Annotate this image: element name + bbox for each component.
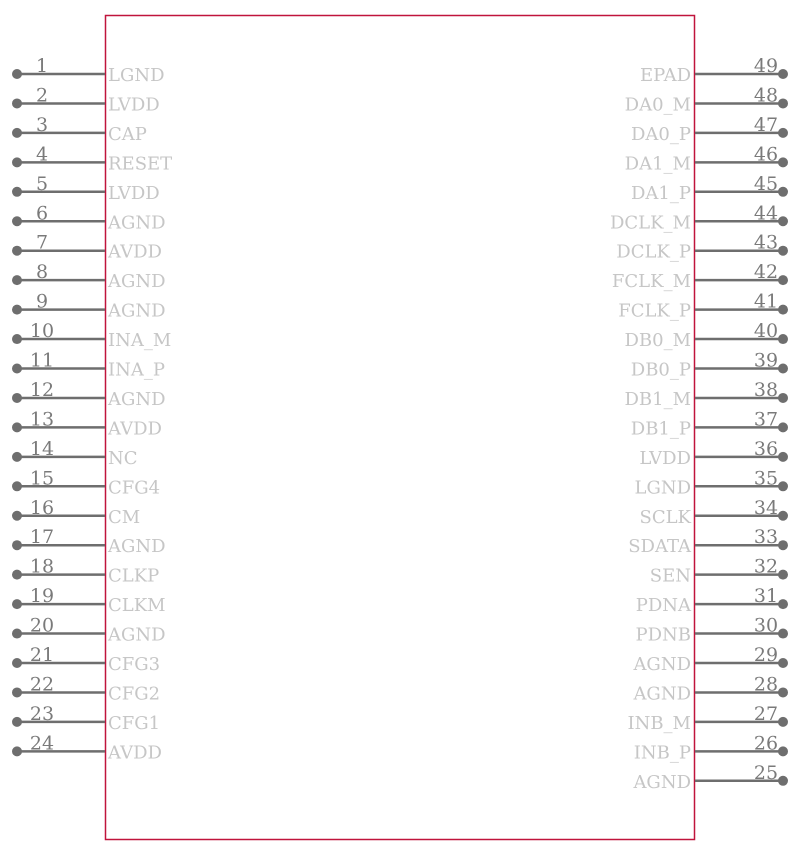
pin-end-dot	[12, 422, 22, 432]
left-pin-20[interactable]	[12, 615, 166, 646]
right-pin-32[interactable]	[650, 556, 788, 587]
pin-number: 17	[29, 526, 55, 549]
right-pin-41[interactable]	[618, 291, 788, 322]
pin-name: AGND	[108, 271, 166, 293]
pin-number: 2	[35, 84, 49, 107]
pin-end-dot	[12, 599, 22, 609]
pin-name: CFG2	[108, 683, 161, 705]
pin-number: 21	[29, 644, 55, 666]
pin-name: AGND	[108, 212, 166, 234]
pin-end-dot	[12, 629, 22, 639]
pin-end-dot	[778, 452, 788, 462]
right-pin-38[interactable]	[624, 379, 788, 410]
pin-name: CM	[108, 506, 141, 528]
pin-name: AVDD	[108, 241, 162, 263]
pin-number: 28	[753, 673, 779, 696]
pin-name: DB0_P	[630, 359, 691, 381]
pin-number: 8	[35, 261, 49, 284]
pin-name: INB_P	[633, 742, 691, 764]
pin-name: AGND	[633, 771, 691, 793]
pin-end-dot	[778, 629, 788, 639]
left-pin-13[interactable]	[12, 408, 162, 439]
pin-end-dot	[12, 187, 22, 197]
pin-name: INB_M	[627, 712, 691, 734]
pin-number: 23	[29, 702, 55, 725]
pin-name: CFG3	[108, 654, 161, 675]
pin-number: 9	[35, 290, 49, 313]
pin-name: CLKM	[108, 595, 166, 617]
left-pin-14[interactable]	[12, 438, 138, 469]
pin-number: 15	[29, 467, 55, 490]
pin-name: DCLK_M	[609, 212, 691, 234]
pin-number: 33	[753, 526, 779, 549]
pin-number: 30	[753, 614, 779, 637]
pin-end-dot	[778, 393, 788, 403]
pin-number: 45	[753, 172, 779, 195]
pin-name: DA0_P	[631, 123, 691, 145]
pin-name: INA_P	[108, 359, 165, 381]
pin-end-dot	[12, 393, 22, 403]
pin-name: AGND	[108, 536, 166, 558]
right-pin-26[interactable]	[634, 732, 788, 763]
pin-number: 46	[753, 143, 779, 166]
pin-end-dot	[12, 364, 22, 374]
pin-number: 48	[753, 84, 779, 107]
pin-name: CAP	[108, 123, 147, 145]
pin-number: 37	[753, 408, 779, 431]
pin-end-dot	[12, 246, 22, 256]
right-pin-45[interactable]	[631, 173, 788, 204]
left-pin-2[interactable]	[12, 84, 160, 115]
pin-number: 6	[35, 202, 49, 225]
right-pin-36[interactable]	[639, 438, 788, 469]
pin-end-dot	[778, 776, 788, 786]
pin-end-dot	[778, 746, 788, 756]
pin-end-dot	[778, 687, 788, 697]
pin-name: CFG4	[108, 477, 161, 499]
left-pin-24[interactable]	[12, 732, 162, 763]
pin-number: 40	[753, 320, 779, 343]
right-pin-42[interactable]	[612, 261, 788, 292]
pin-number: 4	[35, 143, 49, 166]
right-pin-37[interactable]	[631, 408, 788, 439]
left-pin-5[interactable]	[12, 173, 160, 204]
pin-number: 42	[753, 261, 779, 284]
pin-end-dot	[12, 687, 22, 697]
left-pin-22[interactable]	[12, 673, 160, 704]
right-pin-30[interactable]	[635, 615, 788, 646]
pin-name: AGND	[108, 624, 166, 646]
pin-end-dot	[778, 305, 788, 315]
pin-end-dot	[12, 157, 22, 167]
pin-number: 3	[35, 113, 49, 136]
pin-end-dot	[778, 246, 788, 256]
right-pin-31[interactable]	[636, 585, 788, 616]
pin-name: DA0_M	[624, 94, 691, 116]
left-pin-1[interactable]	[12, 55, 165, 86]
pin-number: 22	[29, 673, 55, 696]
right-pin-44[interactable]	[610, 202, 788, 233]
pin-name: SDATA	[628, 536, 691, 558]
pin-end-dot	[12, 658, 22, 668]
pin-end-dot	[778, 128, 788, 138]
pin-end-dot	[778, 717, 788, 727]
pin-number: 20	[29, 614, 55, 637]
pin-number: 38	[753, 378, 779, 401]
pin-name: DB0_M	[624, 330, 691, 352]
pin-end-dot	[12, 511, 22, 521]
left-pin-6[interactable]	[12, 202, 166, 233]
pin-end-dot	[778, 599, 788, 609]
pin-name: AGND	[633, 683, 691, 705]
pin-number: 34	[753, 496, 779, 519]
pin-name: DB1_M	[624, 388, 691, 410]
pin-name: FCLK_P	[618, 300, 691, 322]
pin-end-dot	[12, 69, 22, 79]
pin-end-dot	[12, 334, 22, 344]
pin-name: DCLK_P	[616, 241, 691, 263]
pin-end-dot	[778, 157, 788, 167]
right-pin-49[interactable]	[640, 55, 788, 86]
pin-number: 44	[753, 202, 779, 225]
pin-end-dot	[778, 658, 788, 668]
left-pin-9[interactable]	[12, 291, 166, 322]
left-pin-4[interactable]	[12, 143, 172, 174]
pin-number: 43	[753, 231, 779, 254]
pin-name: PDNA	[635, 595, 691, 617]
pin-name: LVDD	[108, 182, 160, 204]
pin-number: 5	[35, 172, 49, 195]
pin-name: AGND	[633, 654, 691, 675]
pin-name: CLKP	[108, 565, 160, 587]
pin-number: 49	[753, 55, 779, 77]
pin-end-dot	[778, 570, 788, 580]
pin-number: 12	[29, 378, 55, 401]
pin-end-dot	[778, 364, 788, 374]
pin-name: LVDD	[639, 447, 691, 469]
left-pin-12[interactable]	[12, 379, 166, 410]
pin-name: INA_M	[108, 330, 172, 352]
pin-end-dot	[778, 216, 788, 226]
pin-end-dot	[12, 717, 22, 727]
pin-number: 14	[29, 437, 55, 460]
pin-name: SEN	[649, 565, 691, 587]
pin-end-dot	[778, 187, 788, 197]
pin-number: 36	[753, 437, 779, 460]
left-pin-15[interactable]	[12, 467, 160, 498]
pin-number: 1	[35, 55, 49, 77]
pin-end-dot	[778, 540, 788, 550]
pin-number: 19	[29, 585, 55, 608]
pin-name: NC	[108, 447, 138, 469]
right-pin-43[interactable]	[616, 232, 788, 263]
left-pin-19[interactable]	[12, 585, 166, 616]
pin-number: 32	[753, 555, 779, 578]
pin-number: 18	[29, 555, 55, 578]
pin-end-dot	[778, 334, 788, 344]
left-pin-16[interactable]	[12, 497, 140, 528]
right-pin-40[interactable]	[624, 320, 788, 351]
pin-name: SCLK	[639, 506, 691, 528]
component-body	[106, 16, 695, 840]
right-pin-48[interactable]	[625, 84, 788, 115]
pin-end-dot	[12, 481, 22, 491]
right-pin-47[interactable]	[631, 114, 788, 145]
pin-end-dot	[12, 746, 22, 756]
left-pin-10[interactable]	[12, 320, 171, 351]
left-pin-11[interactable]	[12, 350, 165, 381]
pin-name: DA1_M	[624, 153, 691, 175]
pin-end-dot	[778, 422, 788, 432]
pin-end-dot	[778, 275, 788, 285]
pin-name: PDNB	[635, 624, 691, 646]
pin-end-dot	[12, 275, 22, 285]
left-pin-18[interactable]	[12, 556, 159, 587]
right-pin-33[interactable]	[628, 526, 788, 557]
left-pin-17[interactable]	[12, 526, 166, 557]
pin-number: 35	[753, 467, 779, 490]
right-pin-39[interactable]	[631, 350, 788, 381]
pin-number: 7	[35, 231, 49, 254]
pin-number: 10	[29, 320, 55, 343]
pin-number: 29	[753, 644, 779, 666]
left-pin-8[interactable]	[12, 261, 166, 292]
pin-number: 13	[29, 408, 55, 431]
pin-end-dot	[12, 98, 22, 108]
right-pin-29[interactable]	[632, 644, 788, 675]
right-pin-group	[610, 55, 788, 793]
pin-end-dot	[778, 511, 788, 521]
pin-number: 16	[29, 496, 55, 519]
pin-name: AVDD	[108, 418, 162, 440]
pin-end-dot	[12, 216, 22, 226]
pin-end-dot	[12, 570, 22, 580]
right-pin-27[interactable]	[627, 703, 788, 734]
pin-name: DA1_P	[631, 182, 691, 204]
pin-number: 24	[29, 732, 55, 755]
pin-end-dot	[12, 540, 22, 550]
pin-name: LGND	[634, 477, 691, 499]
pin-number: 11	[29, 349, 55, 372]
pin-name: RESET	[108, 153, 173, 175]
pin-end-dot	[778, 69, 788, 79]
pin-number: 31	[753, 585, 779, 608]
pin-number: 47	[753, 113, 779, 136]
pin-end-dot	[12, 305, 22, 315]
left-pin-group	[12, 55, 172, 763]
pin-end-dot	[778, 98, 788, 108]
right-pin-46[interactable]	[625, 143, 788, 174]
pin-number: 26	[753, 732, 779, 755]
pin-name: EPAD	[639, 65, 691, 86]
pin-end-dot	[778, 481, 788, 491]
pin-end-dot	[12, 452, 22, 462]
left-pin-23[interactable]	[12, 703, 160, 734]
pin-end-dot	[12, 128, 22, 138]
pin-name: AVDD	[108, 742, 162, 764]
pin-number: 39	[753, 349, 779, 372]
left-pin-21[interactable]	[12, 644, 160, 675]
right-pin-34[interactable]	[639, 497, 788, 528]
pin-name: LVDD	[108, 94, 160, 116]
right-pin-35[interactable]	[634, 467, 788, 498]
pin-name: AGND	[108, 300, 166, 322]
right-pin-25[interactable]	[632, 762, 788, 793]
pin-name: LGND	[108, 65, 165, 86]
pin-name: CFG1	[108, 712, 161, 734]
pin-number: 25	[753, 761, 779, 784]
left-pin-3[interactable]	[12, 114, 147, 145]
pin-number: 41	[753, 290, 779, 313]
pin-name: DB1_P	[630, 418, 691, 440]
right-pin-28[interactable]	[632, 673, 788, 704]
pin-name: AGND	[108, 388, 166, 410]
left-pin-7[interactable]	[12, 232, 162, 263]
pin-number: 27	[753, 702, 779, 725]
pin-name: FCLK_M	[611, 271, 691, 293]
